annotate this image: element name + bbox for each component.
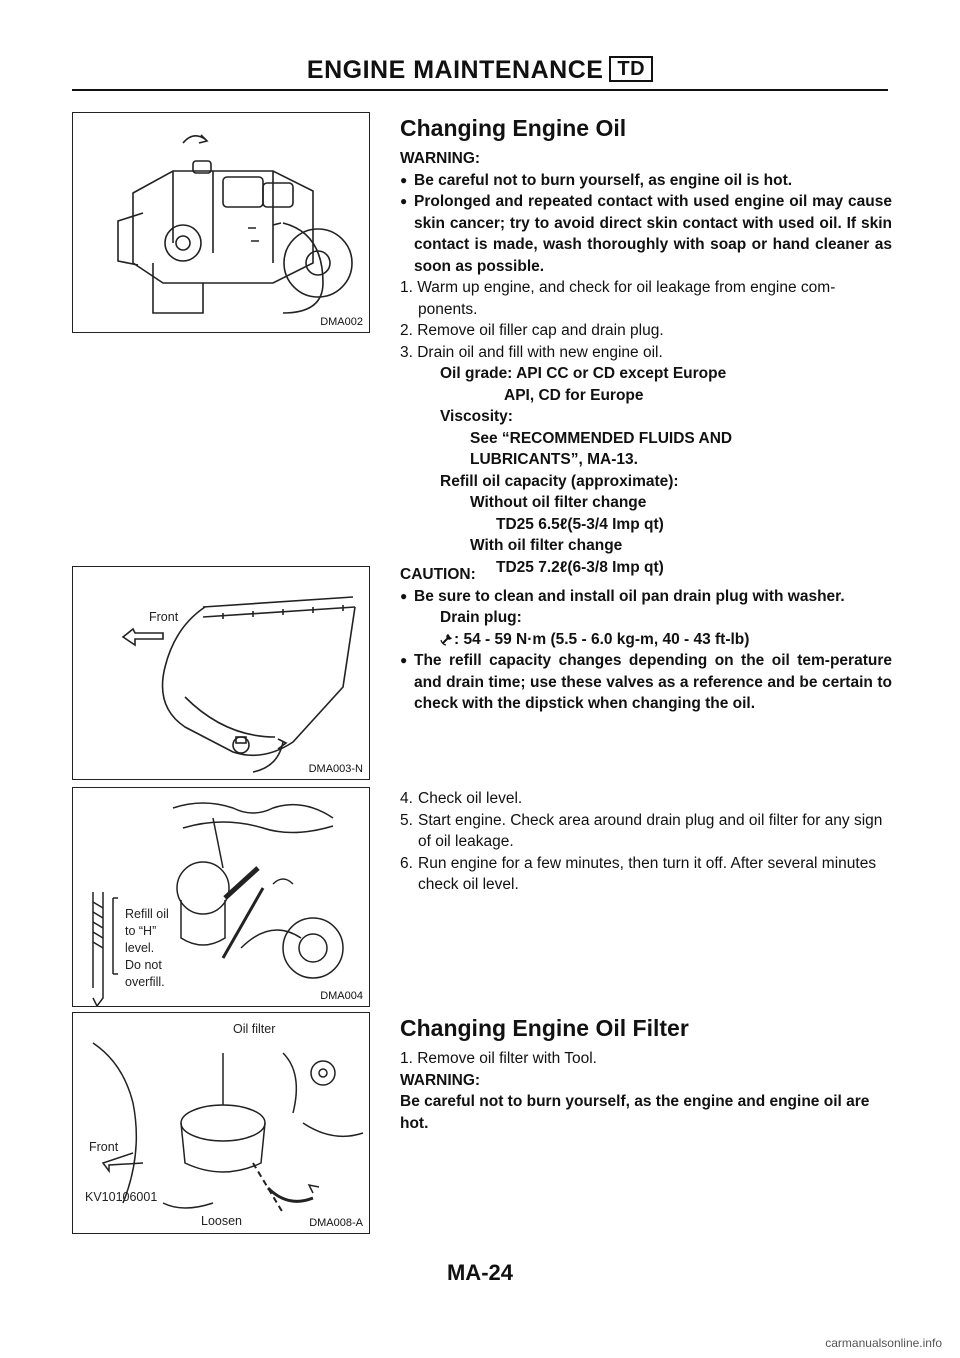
caution-item <box>400 650 892 715</box>
warning-text: Be careful not to burn yourself, as engine oil is hot. <box>414 171 793 189</box>
page-header <box>0 56 960 85</box>
warning-label: WARNING: <box>400 150 481 167</box>
label-front: Front <box>149 610 179 624</box>
label-tool-number: KV10106001 <box>85 1190 158 1204</box>
page-number: MA-24 <box>446 1260 513 1285</box>
step-item <box>400 810 892 853</box>
step-number: 4. <box>400 790 413 807</box>
section-changing-engine-oil <box>400 114 892 578</box>
torque-value: : 54 - 59 N·m (5.5 - 6.0 kg-m, 40 - 43 ft-lb) <box>454 630 750 648</box>
td-badge: TD <box>609 56 653 82</box>
spec-without-value: TD25 6.5ℓ(5-3/4 Imp qt) <box>496 515 664 533</box>
caution-label: CAUTION: <box>400 566 476 583</box>
spec-viscosity: LUBRICANTS”, MA-13. <box>470 451 638 468</box>
step-text: 1. Warm up engine, and check for oil leakage from engine com- <box>400 279 836 296</box>
spec-oil-grade-europe: API, CD for Europe <box>504 386 644 404</box>
step-text: 2. Remove oil filler cap and drain plug. <box>400 322 664 339</box>
dipstick-illustration <box>73 788 369 1006</box>
spec-viscosity-label: Viscosity: <box>440 408 513 425</box>
header-rule <box>72 89 888 91</box>
figure-oil-pan <box>72 566 370 780</box>
spec-with-filter: With oil filter change <box>470 537 623 554</box>
header-title: ENGINE MAINTENANCE <box>306 56 604 84</box>
step-text: 1. Remove oil filter with Tool. <box>400 1050 597 1067</box>
caution-item <box>400 586 892 608</box>
spec-oil-grade: Oil grade: API CC or CD except Europe <box>440 365 727 382</box>
caution-block <box>400 564 892 715</box>
warning-label: WARNING: <box>400 1071 481 1089</box>
dipstick-label-line: overfill. <box>125 975 165 989</box>
step-text: 3. Drain oil and fill with new engine oil. <box>400 343 663 361</box>
figure-engine <box>72 112 370 333</box>
warning-item <box>400 170 892 192</box>
oil-pan-illustration <box>73 567 369 779</box>
caution-text: The refill capacity changes depending on the oil tem-perature and drain time; use these valves as a reference and be certain to check with the dipstick when changing the oil. <box>414 652 892 712</box>
drain-plug-torque <box>400 629 892 651</box>
figure-code: DMA002 <box>320 316 363 328</box>
label-front: Front <box>89 1140 119 1154</box>
figure-oil-filter <box>72 1012 370 1234</box>
spec-with-value: TD25 7.2ℓ(6-3/8 Imp qt) <box>496 558 664 576</box>
step-number: 6. <box>400 854 413 872</box>
dipstick-label-line: Do not <box>125 958 162 972</box>
section-changing-oil-filter <box>400 1014 892 1134</box>
step-text: ponents. <box>418 300 478 318</box>
torque-wrench-icon <box>440 632 454 646</box>
warning-text: Be careful not to burn yourself, as the engine and engine oil are hot. <box>400 1093 870 1132</box>
caution-text: Be sure to clean and install oil pan drain plug with washer. <box>414 587 845 605</box>
figure-code: DMA008-A <box>309 1217 363 1229</box>
spec-without-filter: Without oil filter change <box>470 494 647 511</box>
section-title: Changing Engine Oil <box>400 115 627 141</box>
warning-text: Prolonged and repeated contact with used engine oil may cause skin cancer; try to avoid direct skin contact with used oil. If skin contact is made, wash thoroughly with soap or hand cleaner as soon as possible. <box>414 193 892 275</box>
step-item <box>400 788 892 810</box>
figure-dipstick <box>72 787 370 1007</box>
drain-plug-label: Drain plug: <box>440 609 522 626</box>
figure-code: DMA003-N <box>308 763 363 775</box>
step-text: Check oil level. <box>418 790 523 807</box>
steps-check-oil <box>400 788 892 896</box>
bullet-icon: ● <box>400 588 408 603</box>
section-title: Changing Engine Oil Filter <box>400 1015 689 1041</box>
figure-code: DMA004 <box>320 990 363 1002</box>
step-item <box>400 853 892 896</box>
spec-refill-label: Refill oil capacity (approximate): <box>440 472 679 490</box>
bullet-icon: ● <box>400 172 408 187</box>
spec-viscosity: See “RECOMMENDED FLUIDS AND <box>470 429 733 447</box>
engine-illustration <box>73 113 369 332</box>
dipstick-label-line: Refill oil <box>125 907 169 921</box>
step-text: Start engine. Check area around drain plug and oil filter for any sign of oil leakage. <box>418 811 883 850</box>
dipstick-labels <box>125 906 169 991</box>
step-text: Run engine for a few minutes, then turn it off. After several minutes check oil level. <box>418 854 877 893</box>
dipstick-label-line: to “H” <box>125 924 157 938</box>
bullet-icon: ● <box>400 653 408 667</box>
label-oil-filter: Oil filter <box>233 1022 276 1036</box>
step-number: 5. <box>400 811 413 829</box>
watermark: carmanualsonline.info <box>825 1336 942 1350</box>
warning-item <box>400 191 892 277</box>
label-loosen: Loosen <box>201 1214 243 1228</box>
dipstick-label-line: level. <box>125 941 155 955</box>
bullet-icon: ● <box>400 194 408 208</box>
